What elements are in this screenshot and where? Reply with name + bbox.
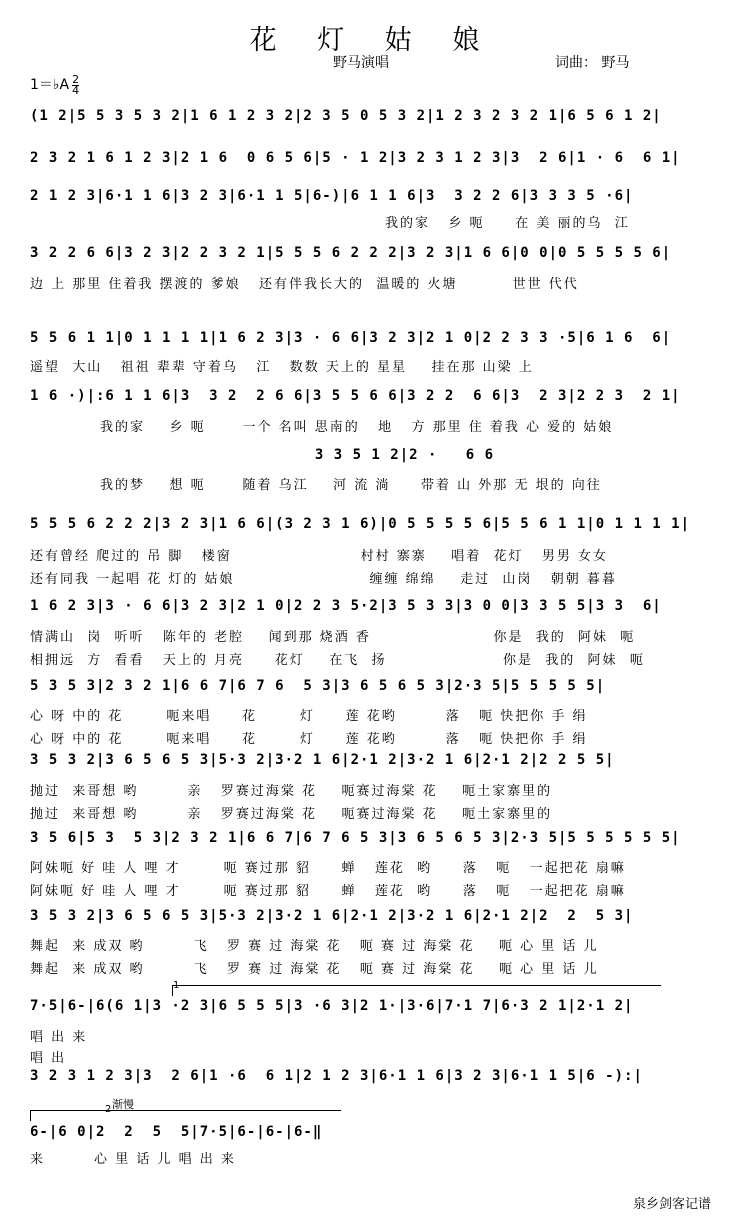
song-title: 花 灯 姑 娘	[249, 25, 496, 56]
ritardando-mark: 渐慢	[112, 1098, 134, 1111]
notation-row: 3 5 3 2|3 6 5 6 5 3|5·3 2|3·2 1 6|2·1 2|3·2 1 6|2·1 2|2 2 5 5|	[30, 752, 615, 768]
notation-row: 7·5|6-|6(6 1|3 ·2 3|6 5 5 5|3 ·6 3|2 1·|3·6|7·1 7|6·3 2 1|2·1 2|	[30, 998, 634, 1014]
notation-row: 1 6 2 3|3 · 6 6|3 2 3|2 1 0|2 2 3 5·2|3 5 3 3|3 0 0|3 3 5 5|3 3 6|	[30, 598, 662, 614]
notation-row: 5 5 5 6 2 2 2|3 2 3|1 6 6|(3 2 3 1 6)|0 5 5 5 5 6|5 5 6 1 1|0 1 1 1 1|	[30, 516, 691, 532]
notation-row: 3 2 3 1 2 3|3 2 6|1 ·6 6 1|2 1 2 3|6·1 1 6|3 2 3|6·1 1 5|6 -):|	[30, 1068, 643, 1084]
notation-row: 3 5 6|5 3 5 3|2 3 2 1|6 6 7|6 7 6 5 3|3 6 5 6 5 3|2·3 5|5 5 5 5 5 5|	[30, 830, 681, 846]
lyric-line: 阿妹呃 好 哇 人 哩 才 呃 赛过那 貂 蝉 莲花 哟 落 呃 一起把花 扇嘛	[30, 861, 626, 876]
lyric-line: 舞起 来 成双 哟 飞 罗 赛 过 海棠 花 呃 赛 过 海棠 花 呃 心 里 话 儿	[30, 962, 599, 977]
notation-row: 5 5 6 1 1|0 1 1 1 1|1 6 2 3|3 · 6 6|3 2 3|2 1 0|2 2 3 3 ·5|6 1 6 6|	[30, 330, 672, 346]
lyric-line: 来 心 里 话 儿 唱 出 来	[30, 1152, 236, 1167]
lyric-line: 抛过 来哥想 哟 亲 罗赛过海棠 花 呃赛过海棠 花 呃土家寨里的	[30, 784, 553, 799]
key-label: 1＝♭A	[30, 77, 70, 93]
lyric-line: 唱 出	[30, 1051, 67, 1066]
lyric-line: 遥望 大山 祖祖 辈辈 守着乌 江 数数 天上的 星星 挂在那 山梁 上	[30, 360, 534, 375]
notation-row: 2 1 2 3|6·1 1 6|3 2 3|6·1 1 5|6-)|6 1 1 6|3 3 2 2 6|3 3 3 5 ·6|	[30, 188, 634, 204]
notation-row: (1 2|5 5 3 5 3 2|1 6 1 2 3 2|2 3 5 0 5 3 2|1 2 3 2 3 2 1|6 5 6 1 2|	[30, 108, 662, 124]
lyric-line: 我的家 乡 呃 在 美 丽的乌 江	[385, 216, 630, 231]
volta-number-2: 2	[105, 1104, 112, 1115]
lyric-line: 边 上 那里 住着我 摆渡的 爹娘 还有伴我长大的 温暖的 火塘 世世 代代	[30, 277, 579, 292]
lyric-line: 相拥远 方 看看 天上的 月亮 花灯 在飞 扬 你是 我的 阿妹 呃	[30, 653, 645, 668]
volta-bracket-1	[172, 985, 661, 996]
time-signature	[72, 72, 80, 97]
notation-row: 6-|6 0|2 2 5 5|7·5|6-|6-|6-‖	[30, 1124, 323, 1140]
time-bottom: 4	[72, 83, 80, 97]
notation-row: 1 6 ·)|:6 1 1 6|3 3 2 2 6 6|3 5 5 6 6|3 2 2 6 6|3 2 3|2 2 3 2 1|	[30, 388, 681, 404]
composer-credit: 词曲： 野马	[555, 55, 630, 71]
notation-row: 3 3 5 1 2|2 · 6 6	[230, 447, 495, 463]
volta-bracket-2	[30, 1110, 341, 1121]
volta-number-1: 1	[173, 980, 180, 991]
lyric-line: 情满山 岗 听听 陈年的 老腔 闻到那 烧酒 香 你是 我的 阿妹 呃	[30, 630, 636, 645]
singer-credit: 野马演唱	[333, 55, 389, 71]
notation-row: 3 5 3 2|3 6 5 6 5 3|5·3 2|3·2 1 6|2·1 2|3·2 1 6|2·1 2|2 2 5 3|	[30, 908, 634, 924]
notation-row: 2 3 2 1 6 1 2 3|2 1 6 0 6 5 6|5 · 1 2|3 2 3 1 2 3|3 2 6|1 · 6 6 1|	[30, 150, 681, 166]
lyric-line: 还有同我 一起唱 花 灯的 姑娘 缠缠 绵绵 走过 山岗 朝朝 暮暮	[30, 572, 617, 587]
time-top: 2	[72, 72, 80, 86]
lyric-line: 唱 出 来	[30, 1030, 88, 1045]
lyric-line: 还有曾经 爬过的 吊 脚 楼窗 村村 寨寨 唱着 花灯 男男 女女	[30, 549, 609, 564]
lyric-line: 心 呀 中的 花 呃来唱 花 灯 莲 花哟 落 呃 快把你 手 绢	[30, 732, 588, 747]
notation-row: 3 2 2 6 6|3 2 3|2 2 3 2 1|5 5 5 6 2 2 2|3 2 3|1 6 6|0 0|0 5 5 5 5 6|	[30, 245, 672, 261]
lyric-line: 阿妹呃 好 哇 人 哩 才 呃 赛过那 貂 蝉 莲花 哟 落 呃 一起把花 扇嘛	[30, 884, 626, 899]
lyric-line: 抛过 来哥想 哟 亲 罗赛过海棠 花 呃赛过海棠 花 呃土家寨里的	[30, 807, 553, 822]
lyric-line: 舞起 来 成双 哟 飞 罗 赛 过 海棠 花 呃 赛 过 海棠 花 呃 心 里 话 儿	[30, 939, 599, 954]
key-signature	[30, 74, 79, 96]
lyric-line: 我的梦 想 呃 随着 乌江 河 流 淌 带着 山 外那 无 垠的 向往	[100, 478, 602, 493]
lyric-line: 心 呀 中的 花 呃来唱 花 灯 莲 花哟 落 呃 快把你 手 绢	[30, 709, 588, 724]
transcriber-signature: 泉乡剑客记谱	[632, 1197, 711, 1212]
lyric-line: 我的家 乡 呃 一个 名叫 思南的 地 方 那里 住 着我 心 爱的 姑娘	[100, 420, 614, 435]
notation-row: 5 3 5 3|2 3 2 1|6 6 7|6 7 6 5 3|3 6 5 6 5 3|2·3 5|5 5 5 5 5|	[30, 678, 606, 694]
